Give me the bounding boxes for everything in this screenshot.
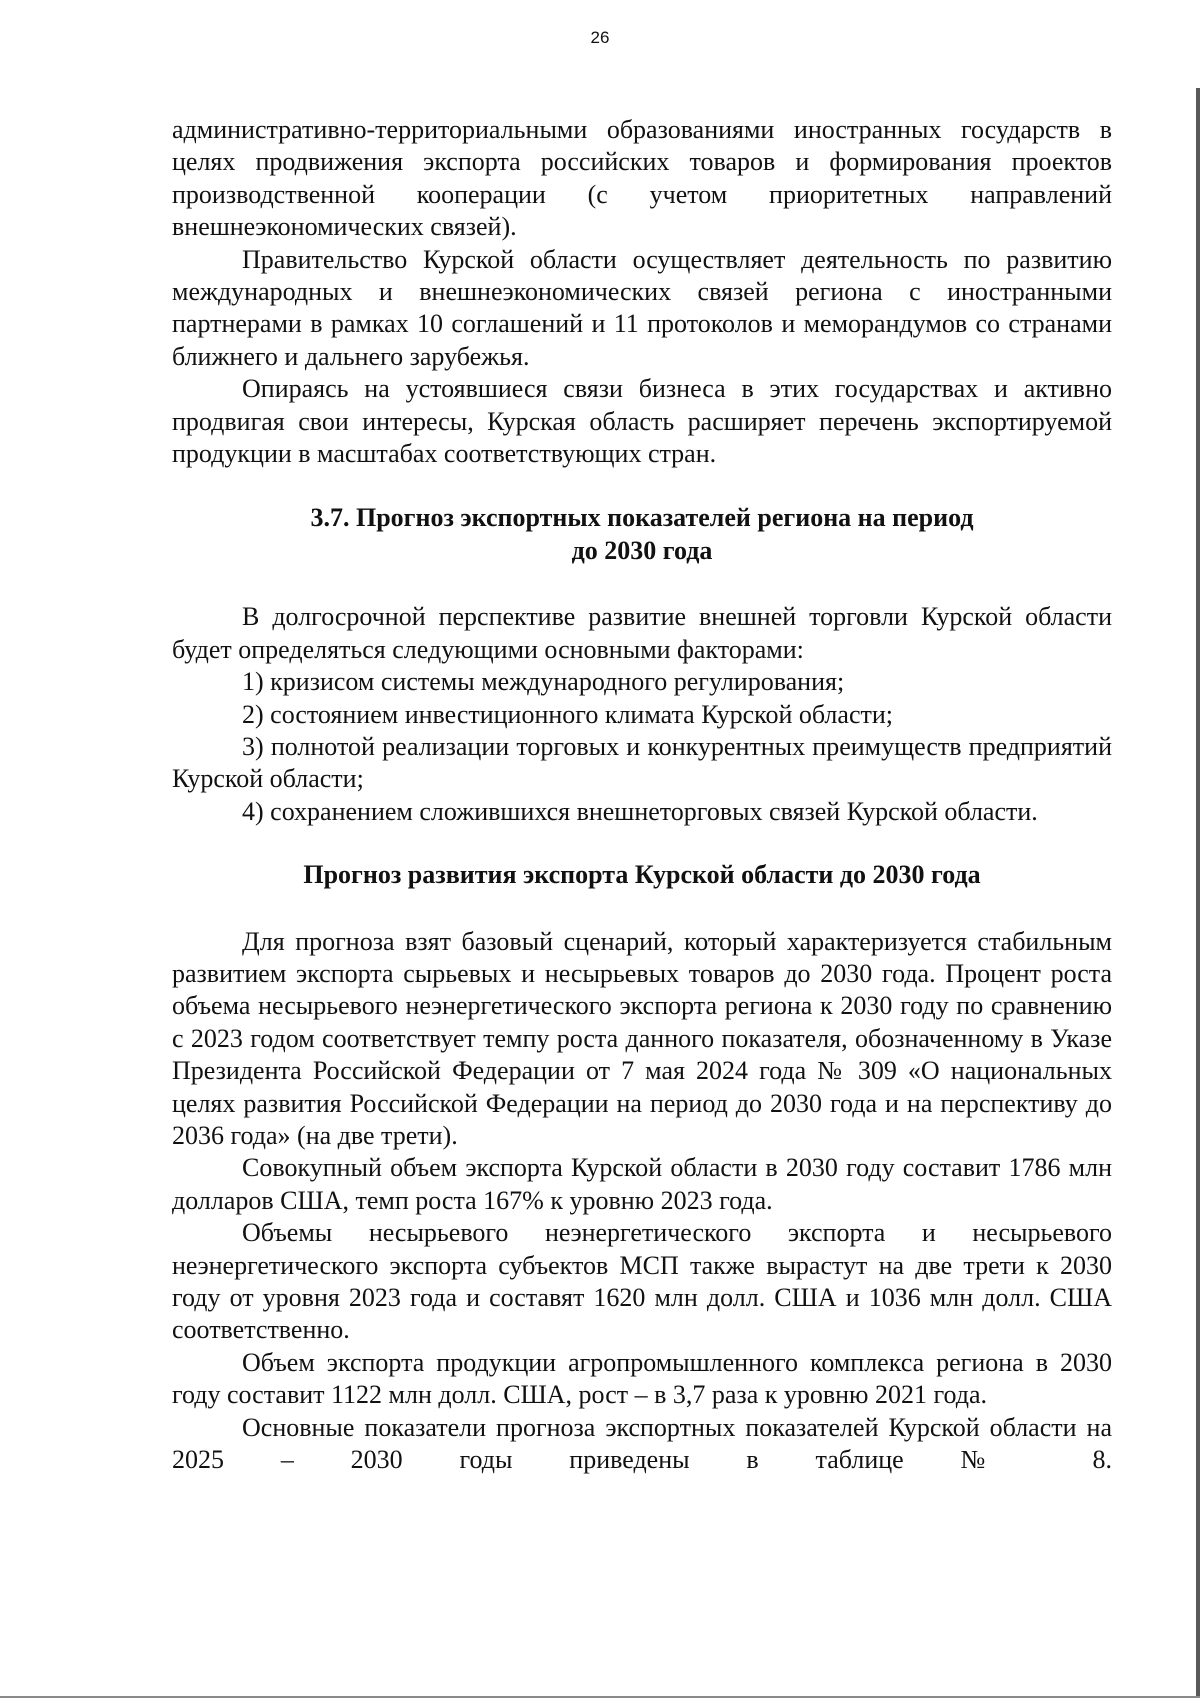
- list-item-factor-3: 3) полнотой реализации торговых и конкурентных преимуществ предприятий Курской области;: [172, 731, 1112, 794]
- section-heading: [172, 502, 1112, 567]
- page-number: 26: [590, 28, 610, 47]
- paragraph-table-reference: Основные показатели прогноза экспортных показателей Курской области на 2025 – 2030 годы приведены в таблице № 8.: [172, 1412, 1112, 1475]
- subheading-forecast: Прогноз развития экспорта Курской области до 2030 года: [303, 860, 981, 890]
- paragraph-non-resource-export: Объемы несырьевого неэнергетического экспорта и несырьевого неэнергетического экспорта субъектов МСП также вырастут на две трети к 2030 году от уровня 2023 года и составят 1620 млн долл. США и 1036 млн долл. США соответственно.: [172, 1218, 1112, 1345]
- section-heading-line1: 3.7. Прогноз экспортных показателей региона на период: [310, 503, 974, 533]
- paragraph-business-ties: Опираясь на устоявшиеся связи бизнеса в этих государствах и активно продвигая свои интересы, Курская область расширяет перечень экспортируемой продукции в масштабах соответствующих стран.: [172, 374, 1112, 469]
- document-body: [172, 114, 1112, 1476]
- paragraph-continuation: административно-территориальными образованиями иностранных государств в целях продвижения экспорта российских товаров и формирования проектов производственной кооперации (с учетом приоритетных направлений внешнеэкономических связей).: [172, 115, 1112, 242]
- paragraph-total-export: Совокупный объем экспорта Курской области в 2030 году составит 1786 млн долларов США, темп роста 167% к уровню 2023 года.: [172, 1153, 1112, 1215]
- paragraph-government-activity: Правительство Курской области осуществляет деятельность по развитию международных и внешнеэкономических связей региона с иностранными партнерами в рамках 10 соглашений и 11 протоколов и меморандумов со странами ближнего и дальнего зарубежья.: [172, 244, 1112, 371]
- paragraph-base-scenario: Для прогноза взят базовый сценарий, который характеризуется стабильным развитием экспорта сырьевых и несырьевых товаров до 2030 года. Процент роста объема несырьевого неэнергетического экспорта региона к 2030 году по сравнению с 2023 годом соответствует темпу роста данного показателя, обозначенному в Указе Президента Российской Федерации от 7 мая 2024 года № 309 «О национальных целях развития Российской Федерации на период до 2030 года и на перспективу до 2036 года» (на две трети).: [172, 926, 1112, 1150]
- paragraph-factors-intro: В долгосрочной перспективе развитие внешней торговли Курской области будет определяться следующими основными факторами:: [172, 602, 1112, 664]
- list-item-factor-2: 2) состоянием инвестиционного климата Курской области;: [242, 699, 893, 729]
- list-item-factor-1: 1) кризисом системы международного регулирования;: [242, 667, 845, 697]
- paragraph-agro-export: Объем экспорта продукции агропромышленного комплекса региона в 2030 году составит 1122 млн долл. США, рост – в 3,7 раза к уровню 2021 года.: [172, 1347, 1112, 1410]
- list-item-factor-4: 4) сохранением сложившихся внешнеторговых связей Курской области.: [242, 796, 1038, 826]
- section-heading-line2: до 2030 года: [571, 535, 713, 565]
- scan-edge-right: [1196, 88, 1200, 1698]
